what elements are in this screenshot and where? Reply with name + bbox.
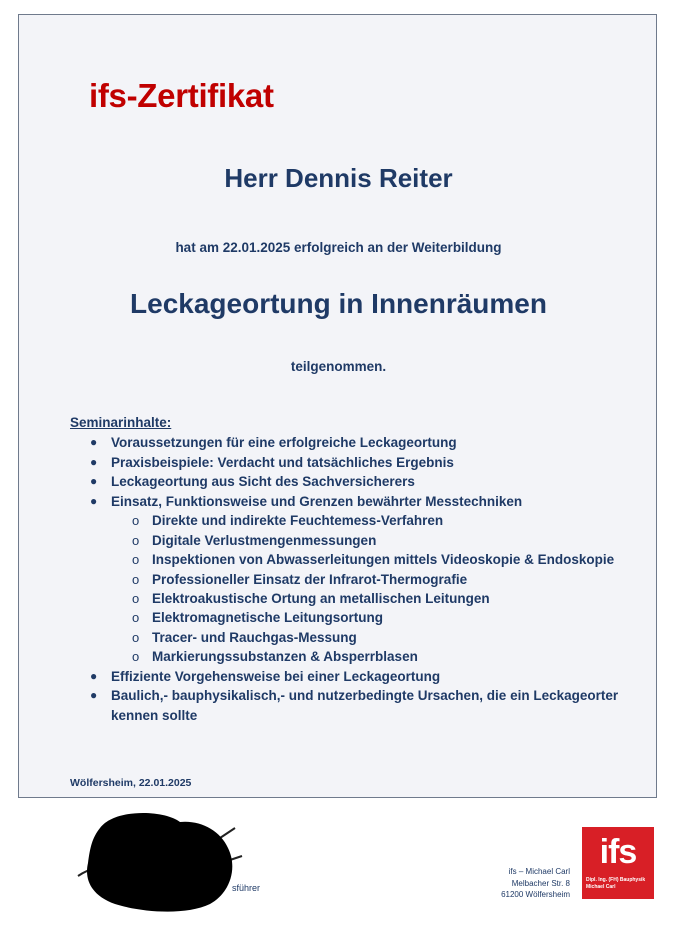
signature-role: sführer [232, 883, 261, 893]
list-item-text: Effiziente Vorgehensweise bei einer Leckageortung [111, 668, 441, 684]
ifs-logo [582, 827, 654, 899]
circle-bullet-icon: o [132, 591, 140, 606]
sub-list-item-text: Elektroakustische Ortung an metallischen Leitungen [152, 591, 490, 606]
certificate-brand-title: ifs-Zertifikat [89, 77, 274, 114]
closing-line: teilgenommen. [290, 359, 387, 374]
circle-bullet-icon: o [132, 513, 140, 529]
sub-list-item [111, 647, 630, 666]
address-line: ifs – Michael Carl [508, 867, 570, 876]
bullet-icon: ● [90, 435, 98, 449]
circle-bullet-icon: o [132, 552, 140, 568]
sub-list-item [111, 511, 630, 530]
bullet-icon: ● [90, 688, 98, 703]
list-item [70, 686, 630, 725]
intro-line: hat am 22.01.2025 erfolgreich an der Weiterbildung [175, 240, 502, 255]
logo-wordmark: ifs [599, 833, 637, 871]
bullet-icon: ● [90, 474, 98, 489]
sub-list-item [111, 628, 630, 647]
list-item-text: Baulich,- bauphysikalisch,- und nutzerbedingte Ursachen, die ein Leckageorter kennen sollte [111, 688, 619, 723]
course-title: Leckageortung in Innenräumen [130, 288, 547, 319]
sub-list-item-text: Inspektionen von Abwasserleitungen mittels Videoskopie & Endoskopie [152, 552, 615, 568]
list-item [70, 453, 630, 473]
place-date: Wölfersheim, 22.01.2025 [70, 777, 192, 789]
list-item-text: Leckageortung aus Sicht des Sachversicherers [111, 474, 415, 490]
seminar-contents-title: Seminarinhalte: [70, 415, 172, 430]
sub-list-item-text: Elektromagnetische Leitungsortung [152, 610, 384, 626]
bullet-icon: ● [90, 454, 98, 469]
list-item-text: Einsatz, Funktionsweise und Grenzen bewährter Messtechniken [111, 493, 523, 509]
sub-list-item [111, 608, 630, 627]
sub-list-item [111, 570, 630, 589]
sub-list-item-text: Markierungssubstanzen & Absperrblasen [152, 649, 418, 665]
bullet-icon: ● [90, 668, 98, 683]
circle-bullet-icon: o [132, 610, 140, 626]
sub-list-item-text: Tracer- und Rauchgas-Messung [152, 629, 357, 645]
signature-redaction [70, 808, 260, 918]
list-item [70, 492, 630, 667]
sub-list-item [111, 550, 630, 569]
sub-list-item-text: Professioneller Einsatz der Infrarot-Thermografie [152, 571, 468, 587]
sender-address [440, 866, 570, 901]
logo-subtitle [586, 877, 645, 890]
circle-bullet-icon: o [132, 649, 140, 665]
circle-bullet-icon: o [132, 571, 140, 587]
logo-subtitle-line: Michael Carl [586, 883, 616, 890]
list-item [70, 433, 630, 453]
seminar-contents [70, 415, 630, 725]
sub-list-item-text: Digitale Verlustmengenmessungen [152, 532, 377, 548]
bullet-icon: ● [90, 493, 98, 508]
certificate-panel [18, 14, 657, 798]
list-item [70, 472, 630, 492]
address-line: 61200 Wölfersheim [501, 890, 570, 899]
list-item-text: Voraussetzungen für eine erfolgreiche Leckageortung [111, 435, 457, 450]
sub-list-item-text: Direkte und indirekte Feuchtemess-Verfahren [152, 513, 444, 529]
logo-subtitle-line: Dipl. Ing. (FH) Bauphysik [586, 877, 646, 883]
list-item-text: Praxisbeispiele: Verdacht und tatsächliches Ergebnis [111, 454, 454, 470]
participant-name: Herr Dennis Reiter [224, 163, 453, 193]
address-line: Melbacher Str. 8 [511, 878, 570, 888]
seminar-topic-list [70, 433, 630, 725]
circle-bullet-icon: o [132, 532, 140, 548]
sub-list-item [111, 589, 630, 608]
sub-list-item [111, 531, 630, 550]
measurement-technique-list [111, 511, 630, 666]
list-item [70, 667, 630, 687]
circle-bullet-icon: o [132, 629, 140, 645]
